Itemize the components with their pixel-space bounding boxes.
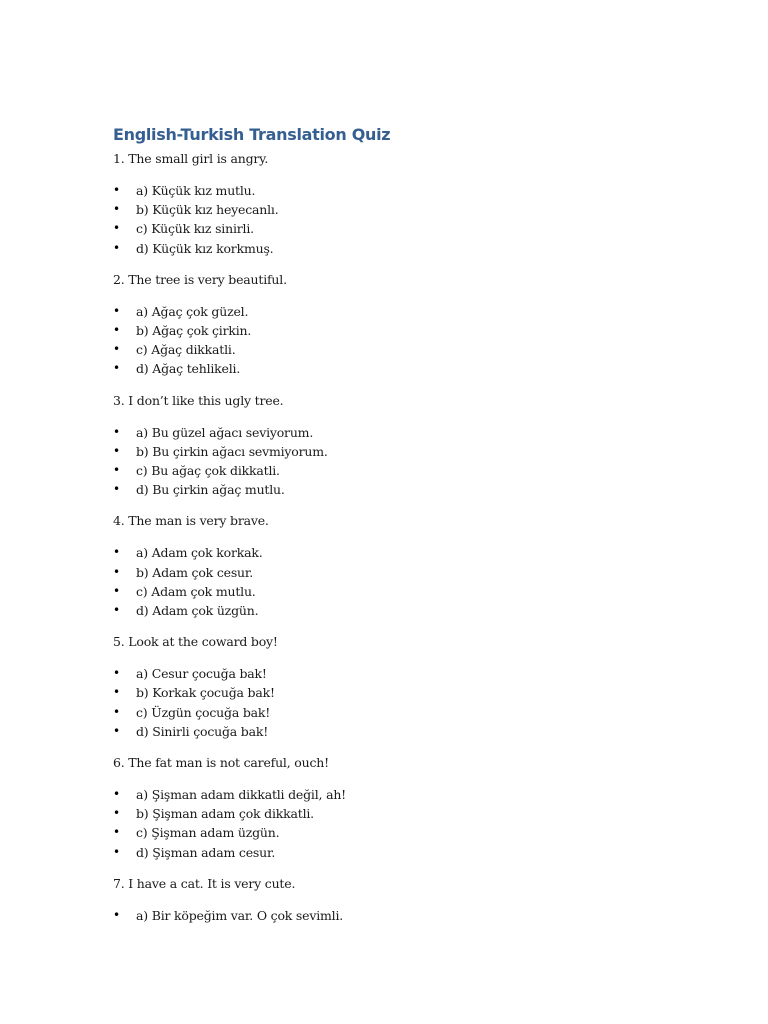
option-text: a) Cesur çocuğa bak! bbox=[136, 666, 267, 682]
option-text: d) Bu çirkin ağaç mutlu. bbox=[136, 482, 285, 498]
list-item bbox=[113, 582, 673, 601]
bullet-icon: • bbox=[113, 806, 120, 821]
option-text: c) Ağaç dikkatli. bbox=[136, 342, 236, 358]
quiz-title: English-Turkish Translation Quiz bbox=[113, 125, 391, 144]
option-list bbox=[113, 906, 673, 925]
bullet-icon: • bbox=[113, 342, 120, 357]
list-item bbox=[113, 480, 673, 499]
option-text: c) Üzgün çocuğa bak! bbox=[136, 704, 271, 720]
option-text: b) Küçük kız heyecanlı. bbox=[136, 202, 279, 218]
question-block-1 bbox=[113, 150, 673, 258]
option-list bbox=[113, 181, 673, 258]
document-page bbox=[113, 124, 673, 938]
option-list bbox=[113, 543, 673, 620]
bullet-icon: • bbox=[113, 303, 120, 318]
option-text: c) Bu ağaç çok dikkatli. bbox=[136, 463, 280, 479]
list-item bbox=[113, 703, 673, 722]
option-list bbox=[113, 302, 673, 379]
list-item bbox=[113, 683, 673, 702]
bullet-icon: • bbox=[113, 463, 120, 478]
option-text: c) Küçük kız sinirli. bbox=[136, 221, 254, 237]
bullet-icon: • bbox=[113, 240, 120, 255]
list-item bbox=[113, 563, 673, 582]
list-item bbox=[113, 321, 673, 340]
option-text: d) Ağaç tehlikeli. bbox=[136, 361, 241, 377]
question-block-5 bbox=[113, 633, 673, 741]
bullet-icon: • bbox=[113, 704, 120, 719]
option-text: a) Bu güzel ağacı seviyorum. bbox=[136, 424, 314, 440]
bullet-icon: • bbox=[113, 564, 120, 579]
option-text: c) Şişman adam üzgün. bbox=[136, 825, 280, 841]
option-text: d) Adam çok üzgün. bbox=[136, 603, 259, 619]
bullet-icon: • bbox=[113, 545, 120, 560]
question-block-6 bbox=[113, 754, 673, 862]
question-block-3 bbox=[113, 392, 673, 500]
list-item bbox=[113, 442, 673, 461]
list-item bbox=[113, 340, 673, 359]
bullet-icon: • bbox=[113, 825, 120, 840]
question-prompt: 2. The tree is very beautiful. bbox=[113, 271, 287, 287]
question-block-7 bbox=[113, 875, 673, 925]
option-text: c) Adam çok mutlu. bbox=[136, 583, 256, 599]
list-item bbox=[113, 664, 673, 683]
list-item bbox=[113, 239, 673, 258]
option-text: b) Adam çok cesur. bbox=[136, 564, 254, 580]
list-item bbox=[113, 906, 673, 925]
option-text: b) Bu çirkin ağacı sevmiyorum. bbox=[136, 443, 328, 459]
option-list bbox=[113, 423, 673, 500]
option-text: b) Korkak çocuğa bak! bbox=[136, 685, 275, 701]
bullet-icon: • bbox=[113, 482, 120, 497]
question-block-2 bbox=[113, 271, 673, 379]
list-item bbox=[113, 302, 673, 321]
question-prompt: 7. I have a cat. It is very cute. bbox=[113, 875, 296, 891]
bullet-icon: • bbox=[113, 666, 120, 681]
option-text: d) Küçük kız korkmuş. bbox=[136, 240, 274, 256]
option-text: a) Ağaç çok güzel. bbox=[136, 303, 249, 319]
bullet-icon: • bbox=[113, 183, 120, 197]
bullet-icon: • bbox=[113, 361, 120, 376]
list-item bbox=[113, 543, 673, 562]
option-list bbox=[113, 664, 673, 741]
list-item bbox=[113, 843, 673, 862]
list-item bbox=[113, 722, 673, 741]
bullet-icon: • bbox=[113, 424, 120, 439]
list-item bbox=[113, 200, 673, 219]
bullet-icon: • bbox=[113, 221, 120, 236]
list-item bbox=[113, 785, 673, 804]
option-text: d) Sinirli çocuğa bak! bbox=[136, 723, 269, 739]
list-item bbox=[113, 804, 673, 823]
question-block-4 bbox=[113, 512, 673, 620]
question-prompt: 5. Look at the coward boy! bbox=[113, 634, 278, 650]
list-item bbox=[113, 181, 673, 200]
question-prompt: 4. The man is very brave. bbox=[113, 513, 269, 529]
bullet-icon: • bbox=[113, 323, 120, 338]
option-list bbox=[113, 785, 673, 862]
option-text: a) Bir köpeğim var. O çok sevimli. bbox=[136, 907, 344, 923]
option-text: b) Ağaç çok çirkin. bbox=[136, 323, 252, 339]
bullet-icon: • bbox=[113, 723, 120, 738]
list-item bbox=[113, 823, 673, 842]
bullet-icon: • bbox=[113, 685, 120, 700]
question-prompt: 3. I don’t like this ugly tree. bbox=[113, 392, 284, 408]
question-prompt: 1. The small girl is angry. bbox=[113, 151, 269, 166]
bullet-icon: • bbox=[113, 603, 120, 618]
bullet-icon: • bbox=[113, 443, 120, 458]
list-item bbox=[113, 423, 673, 442]
list-item bbox=[113, 601, 673, 620]
bullet-icon: • bbox=[113, 907, 120, 922]
list-item bbox=[113, 359, 673, 378]
option-text: d) Şişman adam cesur. bbox=[136, 844, 276, 860]
option-text: a) Küçük kız mutlu. bbox=[136, 183, 256, 198]
question-prompt: 6. The fat man is not careful, ouch! bbox=[113, 755, 329, 771]
bullet-icon: • bbox=[113, 202, 120, 217]
option-text: a) Şişman adam dikkatli değil, ah! bbox=[136, 787, 347, 803]
bullet-icon: • bbox=[113, 583, 120, 598]
list-item bbox=[113, 461, 673, 480]
option-text: b) Şişman adam çok dikkatli. bbox=[136, 806, 314, 822]
option-text: a) Adam çok korkak. bbox=[136, 545, 263, 561]
bullet-icon: • bbox=[113, 787, 120, 802]
list-item bbox=[113, 219, 673, 238]
bullet-icon: • bbox=[113, 844, 120, 859]
